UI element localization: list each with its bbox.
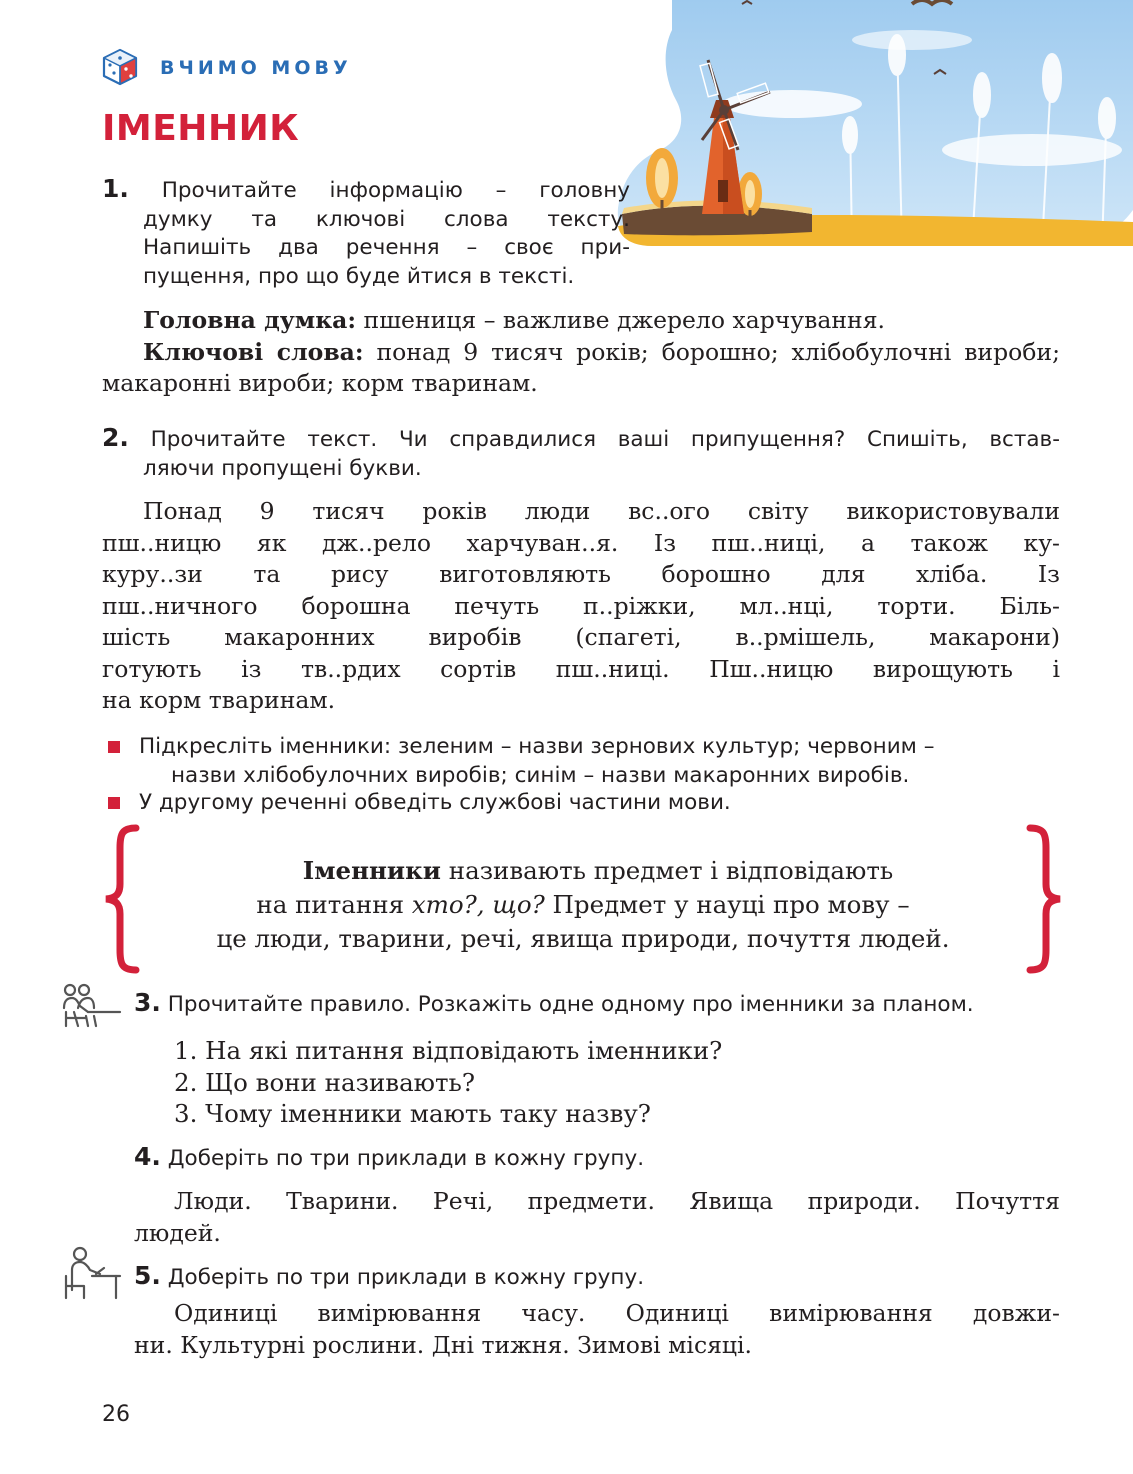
page-title: ІМЕННИК xyxy=(102,108,300,149)
text-line: Понад 9 тисяч років люди вс..ого світу використовували xyxy=(143,497,1060,525)
rule-text: Іменники називають предмет і відповідають на питання хто?, що? Предмет у науці про мову – це люди, тварини, речі, явища природи, почуття людей. xyxy=(216,856,950,953)
individual-work-desk-icon xyxy=(62,1246,122,1302)
text-line: пш..ничного борошна печуть п..ріжки, мл..нці, торти. Біль- xyxy=(102,591,1060,620)
page-number: 26 xyxy=(102,1402,130,1427)
text-line: куру..зи та рису виготовляють борошно для хліба. Із xyxy=(102,560,1060,588)
text-line: пш..ницю як дж..рело харчуван..я. Із пш..ниці, а також ку- xyxy=(102,528,1060,557)
text-line: на корм тваринам. xyxy=(102,686,336,714)
task-1-line: думку та ключові слова тексту. xyxy=(143,206,630,232)
exercise-text xyxy=(134,1298,1060,1361)
task-number: 2. xyxy=(102,423,129,452)
exercise-text xyxy=(134,1186,1060,1249)
task-1-line: 1. Прочитайте інформацію – головну xyxy=(102,174,630,203)
task-2-line: ляючи пропущені букви. xyxy=(143,455,422,481)
task-1-line: Напишіть два речення – своє при- xyxy=(143,235,630,260)
text-line: Одиниці вимірювання часу. Одиниці вимірювання довжи- xyxy=(174,1299,1060,1327)
bullet-square-icon xyxy=(108,741,120,753)
task-5: 5. Доберіть по три приклади в кожну групу. xyxy=(134,1261,645,1290)
right-brace-icon xyxy=(1026,824,1066,974)
task-number: 4. xyxy=(134,1142,161,1171)
plan-list xyxy=(174,1035,722,1130)
left-brace-icon xyxy=(100,824,140,974)
pair-work-icon xyxy=(58,982,122,1032)
bullet-item: У другому реченні обведіть службові частини мови. xyxy=(104,789,1060,818)
task-2 xyxy=(102,424,1060,483)
text-line: шість макаронних виробів (спагеті, в..рмішель, макарони) xyxy=(102,623,1060,651)
task-1-line: пущення, про що буде йтися в тексті. xyxy=(143,263,575,289)
keywords: Ключові слова: понад 9 тисяч років; борошно; хлібобулочні вироби; макаронні вироби; корм тваринам. xyxy=(102,337,1061,397)
task-number: 5. xyxy=(134,1261,161,1290)
list-item: 1. На які питання відповідають іменники? xyxy=(174,1036,723,1065)
key-info-block xyxy=(102,305,1060,400)
task-1 xyxy=(102,175,630,291)
task-number: 1. xyxy=(102,174,129,203)
text-line: готують із тв..рдих сортів пш..ниці. Пш..ницю вирощують і xyxy=(102,654,1060,683)
section-label: ВЧИМО МОВУ xyxy=(160,57,352,79)
list-item: 2. Що вони називають? xyxy=(174,1067,476,1097)
task-number: 3. xyxy=(134,988,161,1017)
task-2-line: 2. Прочитайте текст. Чи справдилися ваші припущення? Спишіть, встав- xyxy=(102,423,1060,452)
cube-dice-icon xyxy=(102,48,138,86)
list-item: 3. Чому іменники мають таку назву? xyxy=(174,1099,651,1128)
text-line: людей. xyxy=(134,1218,221,1247)
exercise-text xyxy=(102,496,1060,717)
main-idea: Головна думка: пшениця – важливе джерело харчування. xyxy=(143,306,886,334)
rule-box xyxy=(100,824,1066,974)
windmill-wheat-field-icon xyxy=(612,0,1133,250)
bullet-square-icon xyxy=(108,797,120,809)
task-4: 4. Доберіть по три приклади в кожну групу. xyxy=(134,1142,645,1171)
text-line: Люди. Тварини. Речі, предмети. Явища природи. Почуття xyxy=(174,1187,1060,1215)
bullet-item: Підкресліть іменники: зеленим – назви зернових культур; червоним – назви хлібобулочних виробів; синім – назви макаронних виробів. xyxy=(104,733,1060,790)
task-3: 3. Прочитайте правило. Розкажіть одне одному про іменники за планом. xyxy=(134,988,974,1017)
text-line: ни. Культурні рослини. Дні тижня. Зимові місяці. xyxy=(134,1330,753,1359)
